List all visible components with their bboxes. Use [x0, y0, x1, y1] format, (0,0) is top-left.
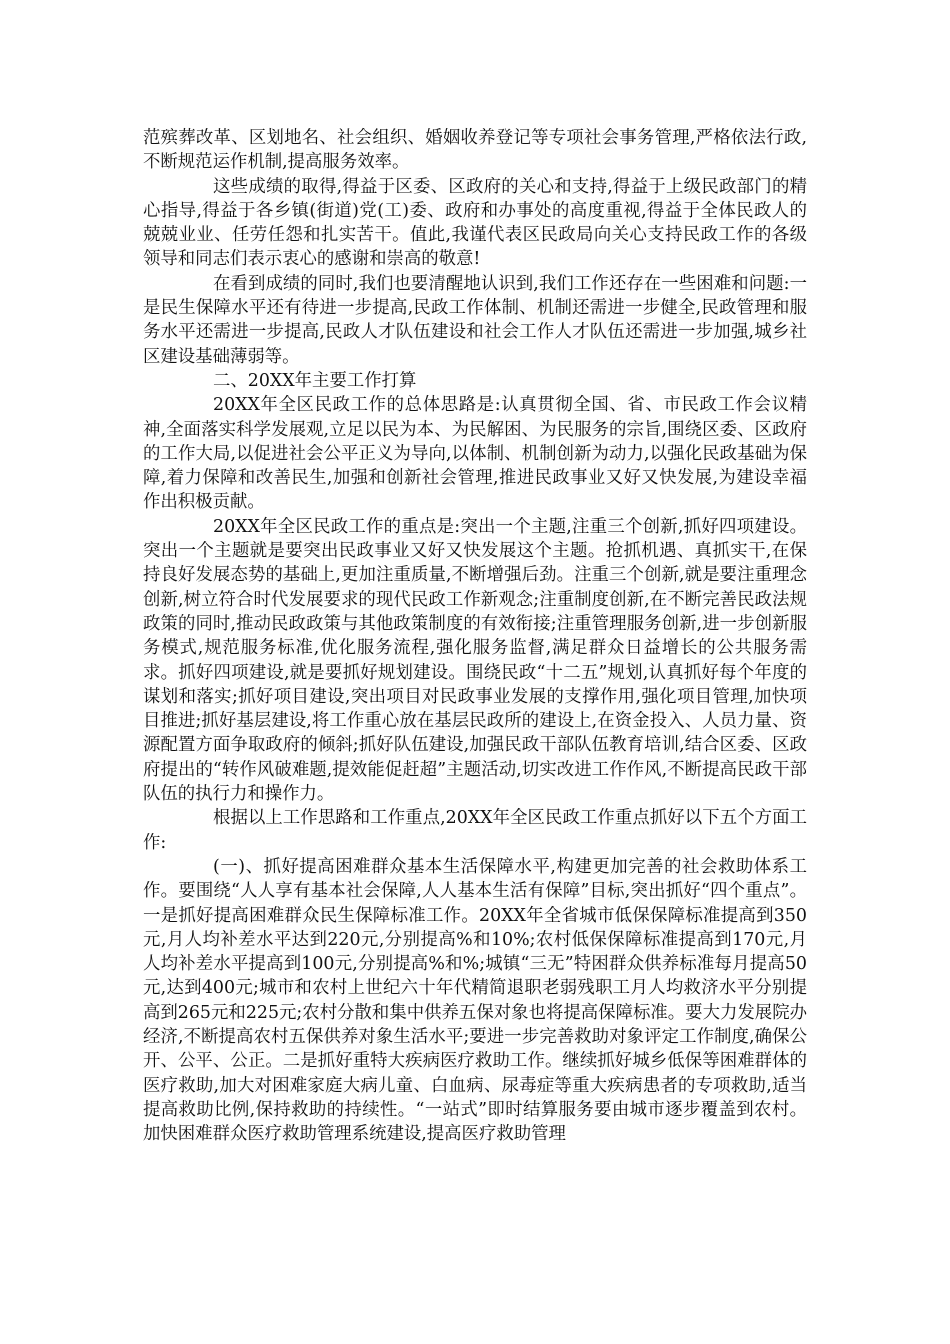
- paragraph-2: 这些成绩的取得,得益于区委、区政府的关心和支持,得益于上级民政部门的精心指导,得益于各乡镇(街道)党(工)委、政府和办事处的高度重视,得益于全体民政人的兢兢业业、任劳任怨和扎实苦干。值此,我谨代表区民政局向关心支持民政工作的各级领导和同志们表示衷心的感谢和崇高的敬意!: [143, 176, 807, 270]
- document-body: [143, 126, 807, 1146]
- paragraph-6: 20XX年全区民政工作的重点是:突出一个主题,注重三个创新,抓好四项建设。突出一个主题就是要突出民政事业又好又快发展这个主题。抢抓机遇、真抓实干,在保持良好发展态势的基础上,更加注重质量,不断增强后劲。注重三个创新,就是要注重理念创新,树立符合时代发展要求的现代民政工作新观念;注重制度创新,在不断完善民政法规政策的同时,推动民政政策与其他政策制度的有效衔接;注重管理服务创新,进一步创新服务模式,规范服务标准,优化服务流程,强化服务监督,满足群众日益增长的公共服务需求。抓好四项建设,就是要抓好规划建设。围绕民政“十二五”规划,认真抓好每个年度的谋划和落实;抓好项目建设,突出项目对民政事业发展的支撑作用,强化项目管理,加快项目推进;抓好基层建设,将工作重心放在基层民政所的建设上,在资金投入、人员力量、资源配置方面争取政府的倾斜;抓好队伍建设,加强民政干部队伍教育培训,结合区委、区政府提出的“转作风破难题,提效能促赶超”主题活动,切实改进工作作风,不断提高民政干部队伍的执行力和操作力。: [143, 516, 807, 805]
- paragraph-8: (一)、抓好提高困难群众基本生活保障水平,构建更加完善的社会救助体系工作。要围绕“人人享有基本社会保障,人人基本生活有保障”目标,突出抓好“四个重点”。一是抓好提高困难群众民生保障标准工作。20XX年全省城市低保保障标准提高到350元,月人均补差水平达到220元,分别提高%和10%;农村低保保障标准提高到170元,月人均补差水平提高到100元,分别提高%和%;城镇“三无”特困群众供养标准每月提高50元,达到400元;城市和农村上世纪六十年代精简退职老弱残职工月人均救济水平分别提高到265元和225元;农村分散和集中供养五保对象也将提高保障标准。要大力发展院办经济,不断提高农村五保供养对象生活水平;要进一步完善救助对象评定工作制度,确保公开、公平、公正。二是抓好重特大疾病医疗救助工作。继续抓好城乡低保等困难群体的医疗救助,加大对困难家庭大病儿童、白血病、尿毒症等重大疾病患者的专项救助,适当提高救助比例,保持救助的持续性。“一站式”即时结算服务要由城市逐步覆盖到农村。加快困难群众医疗救助管理系统建设,提高医疗救助管理: [143, 856, 807, 1145]
- paragraph-7: 根据以上工作思路和工作重点,20XX年全区民政工作重点抓好以下五个方面工作:: [143, 808, 807, 853]
- paragraph-1: 范殡葬改革、区划地名、社会组织、婚姻收养登记等专项社会事务管理,严格依法行政,不断规范运作机制,提高服务效率。: [143, 128, 807, 173]
- paragraph-5: 20XX年全区民政工作的总体思路是:认真贯彻全国、省、市民政工作会议精神,全面落实科学发展观,立足以民为本、为民解困、为民服务的宗旨,围绕区委、区政府的工作大局,以促进社会公平正义为导向,以体制、机制创新为动力,以强化民政基础为保障,着力保障和改善民生,加强和创新社会管理,推进民政事业又好又快发展,为建设幸福作出积极贡献。: [143, 395, 807, 513]
- section-heading: 二、20XX年主要工作打算: [213, 370, 417, 391]
- paragraph-3: 在看到成绩的同时,我们也要清醒地认识到,我们工作还存在一些困难和问题:一是民生保障水平还有待进一步提高,民政工作体制、机制还需进一步健全,民政管理和服务水平还需进一步提高,民政人才队伍建设和社会工作人才队伍还需进一步加强,城乡社区建设基础薄弱等。: [143, 273, 807, 367]
